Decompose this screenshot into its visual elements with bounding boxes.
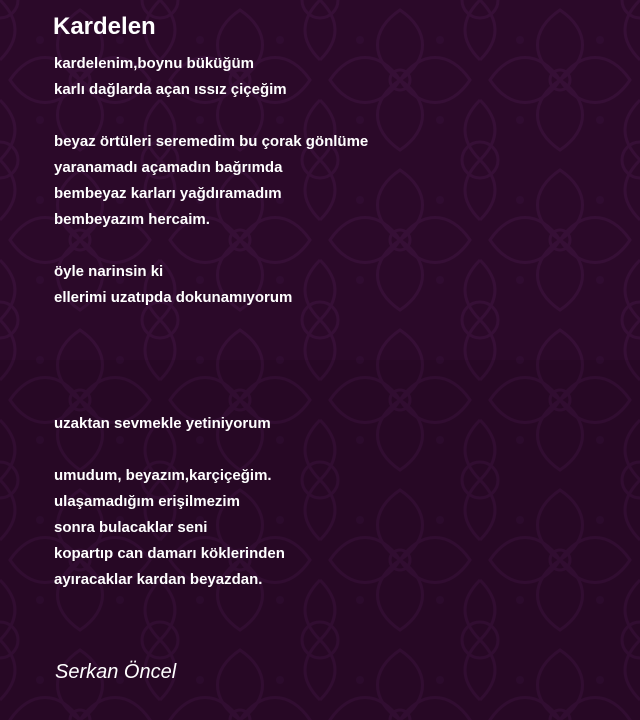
poem-line: ulaşamadığım erişilmezim xyxy=(54,493,240,510)
stanza-2 xyxy=(54,129,368,233)
poem-line: bembeyazım hercaim. xyxy=(54,211,210,228)
stanza-5 xyxy=(54,463,285,593)
stanza-1 xyxy=(54,51,287,103)
poem-line: öyle narinsin ki xyxy=(54,263,164,280)
poem-line: ellerimi uzatıpda dokunamıyorum xyxy=(54,289,293,306)
poem-line: bembeyaz karları yağdıramadım xyxy=(54,185,282,202)
poem-line: sonra bulacaklar seni xyxy=(54,519,208,536)
poem-line: beyaz örtüleri seremedim bu çorak gönlüme xyxy=(54,133,369,150)
stanza-3 xyxy=(54,259,292,311)
poem-line: kopartıp can damarı köklerinden xyxy=(54,545,285,562)
poem-line: karlı dağlarda açan ıssız çiçeğim xyxy=(54,81,287,98)
stanza-4 xyxy=(54,411,271,437)
poem-author: Serkan Öncel xyxy=(55,661,177,683)
poem-line: umudum, beyazım,karçiçeğim. xyxy=(54,467,272,484)
poem-title: Kardelen xyxy=(53,13,156,40)
poem-line: kardelenim,boynu büküğüm xyxy=(54,55,255,72)
poem-line: yaranamadı açamadın bağrımda xyxy=(54,159,283,176)
poem-line: ayıracaklar kardan beyazdan. xyxy=(54,571,263,588)
poem-line: uzaktan sevmekle yetiniyorum xyxy=(54,415,271,432)
